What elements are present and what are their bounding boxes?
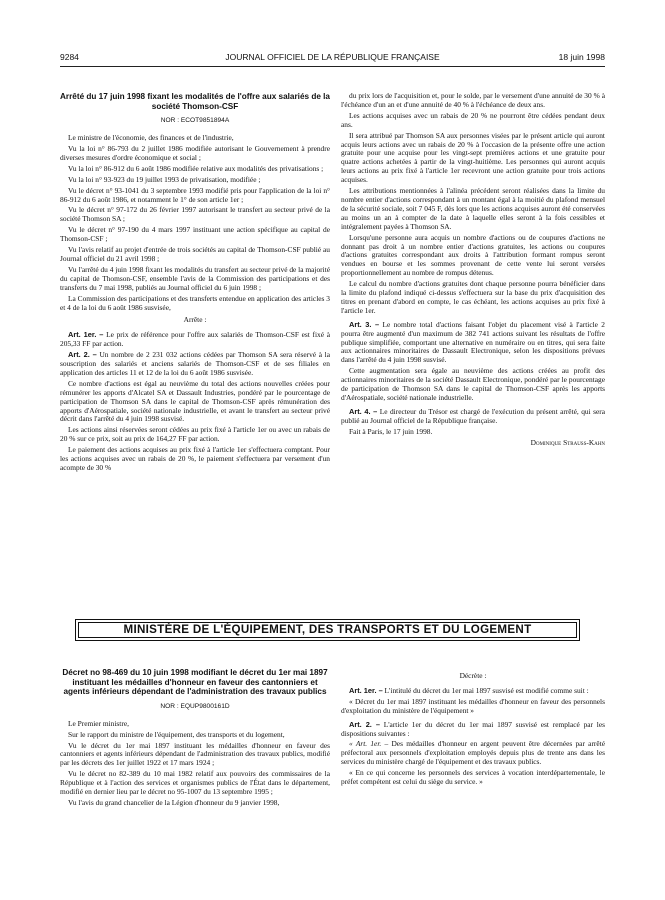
- arrete-nor: NOR : ECOT9851894A: [160, 117, 230, 125]
- article-label: Art. 4. –: [349, 406, 378, 416]
- decret-nor: NOR : EQUP9800161D: [160, 702, 230, 710]
- paragraph: Le calcul du nombre d'actions gratuites dont chaque personne pourra bénéficier dans la limite du plafond indiqué ci-dessus s'effectuera sur la base du prix d'acquisition des titres en prenant d'abord en compte, le cas échéant, les actions acquises au prix fixé à l'article 1er.: [341, 279, 605, 315]
- page-header: [60, 52, 605, 64]
- paragraph: Les attributions mentionnées à l'alinéa précédent seront réalisées dans la limite du nombre entier d'actions correspondant à un montant égal à la moitié du plafond mensuel de la sécurité sociale, soit 7 045 F, dès lors que les actions acquises auront été conservées au moins un an à compter de la date à laquelle elles seront à la fois cessibles et intégralement payées à Thomson SA.: [341, 186, 605, 231]
- decret-article-2-quote-2: « En ce qui concerne les personnels des services à vocation interdépartementale, le préfet compétent est celui du siège du service. »: [341, 768, 605, 787]
- issue-date: 18 juin 1998: [558, 52, 605, 62]
- decret-preamble: [60, 720, 330, 808]
- decret-left-column: [60, 668, 330, 810]
- decret-article-1-quote: « Décret du 1er mai 1897 instituant les médailles d'honneur en faveur des personnels d'exploitation du ministère de l'équipement »: [341, 696, 605, 715]
- paragraph: Le paiement des actions acquises au prix fixé à l'article 1er s'effectuera comptant. Pour les actions acquises avec un rabais de 20 %, le paiement s'effectuera par versement d'un acompte de 30 %: [60, 445, 330, 472]
- paragraph: Vu le décret no 82-389 du 10 mai 1982 relatif aux pouvoirs des commissaires de la République et à l'action des services et organismes publics de l'État dans le département, modifié en dernier lieu par le décret no 95-1007 du 13 septembre 1995 ;: [60, 769, 330, 797]
- arrete-preamble: [60, 134, 330, 312]
- paragraph: Sur le rapport du ministre de l'équipement, des transports et du logement,: [68, 729, 285, 739]
- paragraph: Le Premier ministre,: [68, 718, 129, 728]
- ministry-banner: [75, 619, 580, 641]
- paragraph: Le ministre de l'économie, des finances et de l'industrie,: [68, 133, 234, 143]
- arrete-word: Arrête :: [183, 315, 207, 325]
- paragraph: Vu le décret n° 97-190 du 4 mars 1997 instituant une action spécifique au capital de Thomson-CSF ;: [60, 225, 330, 244]
- article-label: Art. 2. –: [349, 719, 380, 729]
- arrete-article-2: [60, 351, 330, 378]
- article-label: Art. 1er. –: [349, 685, 383, 695]
- decret-title: Décret no 98-469 du 10 juin 1998 modifiant le décret du 1er mai 1897 instituant les médailles d'honneur en faveur des cantonniers et agents inférieurs dépendant de l'administration des travaux publics: [62, 668, 328, 697]
- paragraph: Vu l'arrêté du 4 juin 1998 fixant les modalités du transfert au secteur privé de la majorité du capital de Thomson-CSF, ensemble l'avis de la Commission des participations et des transferts du 7 mai 1998, publiés au Journal officiel du 6 juin 1998 ;: [60, 264, 330, 292]
- arrete-continued: [341, 92, 605, 316]
- article-text: Le directeur du Trésor est chargé de l'exécution du présent arrêté, qui sera publié au Journal officiel de la République française.: [341, 406, 605, 425]
- paragraph: Vu l'avis relatif au projet d'entrée de trois sociétés au capital de Thomson-CSF publié au Journal officiel du 21 avril 1998 ;: [60, 245, 330, 263]
- header-rule: [60, 66, 605, 67]
- arrete-fait: Fait à Paris, le 17 juin 1998.: [349, 426, 433, 436]
- article-text: L'intitulé du décret du 1er mai 1897 susvisé est modifié comme suit :: [384, 685, 589, 695]
- article-text: Le nombre total d'actions faisant l'objet du placement visé à l'article 2 pourra être augmenté d'un maximum de 382 741 actions suivant les résultats de l'offre publique simplifiée, comportant une alternative en numéraire ou en titres, qui sera faite aux actionnaires minoritaires de Dassault Electronique, selon les dispositions prévues dans l'arrêté du 4 juin 1998 susvisé.: [341, 319, 605, 365]
- paragraph: du prix lors de l'acquisition et, pour le solde, par le versement d'une annuité de 30 % à l'échéance d'un an et d'une annuité de 40 % à l'échéance de deux ans.: [341, 91, 605, 109]
- arrete-article-3-paragraph: Cette augmentation sera égale au neuvième des actions créées au profit des actionnaires minoritaires de la société Dassault Electronique, pondéré par le pourcentage de participation de Thomson SA dans le capital de Thomson-CSF après les apports d'Aérospatiale, société nationale industrielle.: [341, 366, 605, 402]
- paragraph: Vu la loi n° 93-923 du 19 juillet 1993 de privatisation, modifiée ;: [68, 174, 261, 184]
- paragraph: Vu le décret n° 93-1041 du 3 septembre 1993 modifié pris pour l'application de la loi n° 86-912 du 6 août 1986, et notamment le 1° de son article 1er ;: [60, 185, 330, 204]
- arrete-article-4: [341, 408, 605, 426]
- article-text: L'article 1er du décret du 1er mai 1897 susvisé est remplacé par les dispositions suivantes :: [341, 719, 605, 738]
- paragraph: Lorsqu'une personne aura acquis un nombre d'actions ou de coupures d'actions ne donnant pas droit à un nombre entier d'actions gratuites, les actions ou coupures d'actions gratuites correspondant aux droits à l'attribution formant rompus seront vendues en bourse et les sommes provenant de cette vente lui seront versées proportionnellement au nombre de rompus détenus.: [341, 232, 605, 278]
- article-text: Le prix de référence pour l'offre aux salariés de Thomson-CSF est fixé à 205,33 FF par action.: [60, 330, 331, 349]
- arrete-right-column: [341, 92, 605, 448]
- paragraph: Les actions acquises avec un rabais de 20 % ne pourront être cédées pendant deux ans.: [341, 110, 605, 129]
- decret-article-1: [341, 687, 605, 696]
- arrete-article-1: [60, 331, 330, 349]
- quote-text: Des médailles d'honneur en argent peuvent être décernées par arrêté préfectoral aux personnels d'exploitation employés depuis plus de trente ans dans les services du ministère chargé de l'équipement et des travaux publics.: [341, 739, 605, 767]
- page-number: 9284: [60, 52, 79, 62]
- arrete-title: Arrêté du 17 juin 1998 fixant les modalités de l'offre aux salariés de la société Thomson-CSF: [60, 92, 330, 111]
- decrete-word: Décrète :: [459, 671, 487, 680]
- paragraph: La Commission des participations et des transferts entendue en application des articles 3 et 4 de la loi du 6 août 1986 susvisée,: [60, 293, 330, 312]
- article-label: Art. 3. –: [349, 319, 380, 329]
- article-label: Art. 1er. –: [68, 330, 104, 340]
- quote-label: « Art. 1er. –: [349, 739, 389, 749]
- paragraph: Vu la loi n° 86-793 du 2 juillet 1986 modifiée autorisant le Gouvernement à prendre diverses mesures d'ordre économique et social ;: [60, 144, 330, 162]
- article-text: Un nombre de 2 231 032 actions cédées par Thomson SA sera réservé à la souscription des salariés et anciens salariés de Thomson-CSF et de ses filiales en application des articles 11 et 12 de la loi du 6 août 1986 susvisée.: [60, 350, 330, 377]
- decret-right-column: [341, 668, 605, 789]
- paragraph: Les actions ainsi réservées seront cédées au prix fixé à l'article 1er ou avec un rabais de 20 % sur ce prix, soit au prix de 164,27 FF par action.: [60, 425, 330, 444]
- paragraph: Il sera attribué par Thomson SA aux personnes visées par le présent article qui auront acquis leurs actions avec un rabais de 20 % à l'occasion de la présente offre une action gratuite pour une acquise pour les vingt-sept premières actions et une gratuite pour quatre actions achetées à partir de la vingt-huitième. Les personnes qui auront acquis leurs actions au prix fixé à l'article 1er recevront une action gratuite pour trois actions acquises.: [341, 130, 605, 185]
- arrete-left-column: [60, 92, 330, 475]
- decret-article-2: [341, 721, 605, 739]
- paragraph: Vu le décret du 1er mai 1897 instituant les médailles d'honneur en faveur des cantonniers et agents inférieurs dépendant de l'administration des travaux publics, modifié par les décrets des 1er juillet 1922 et 17 mars 1924 ;: [60, 740, 330, 768]
- paragraph: Vu l'avis du grand chancelier de la Légion d'honneur du 9 janvier 1998,: [68, 797, 280, 807]
- journal-title: JOURNAL OFFICIEL DE LA RÉPUBLIQUE FRANÇAISE: [225, 52, 440, 62]
- paragraph: Ce nombre d'actions est égal au neuvième du total des actions nouvelles créées pour rémunérer les apports d'Alcatel SA et Dassault Industries, pondéré par le pourcentage de participation de Thomson SA dans le capital de Thomson-CSF après rémunération des apports d'Aérospatiale, société nationale industrielle, et avant le transfert au secteur privé décrit dans l'arrêté du 4 juin 1998 susvisé.: [60, 378, 330, 424]
- paragraph: Vu le décret n° 97-172 du 26 février 1997 autorisant le transfert au secteur privé de la société Thomson SA ;: [60, 205, 330, 224]
- decret-article-2-quote: [341, 740, 605, 767]
- arrete-article-3: [341, 321, 605, 366]
- arrete-signature: Dominique Strauss-Kahn: [530, 437, 605, 447]
- arrete-article-2-paragraphs: [60, 380, 330, 473]
- paragraph: Vu la loi n° 86-912 du 6 août 1986 modifiée relative aux modalités des privatisations ;: [68, 163, 324, 173]
- article-label: Art. 2. –: [68, 350, 97, 360]
- ministry-banner-text: MINISTÈRE DE L'ÉQUIPEMENT, DES TRANSPORTS ET DU LOGEMENT: [123, 623, 532, 636]
